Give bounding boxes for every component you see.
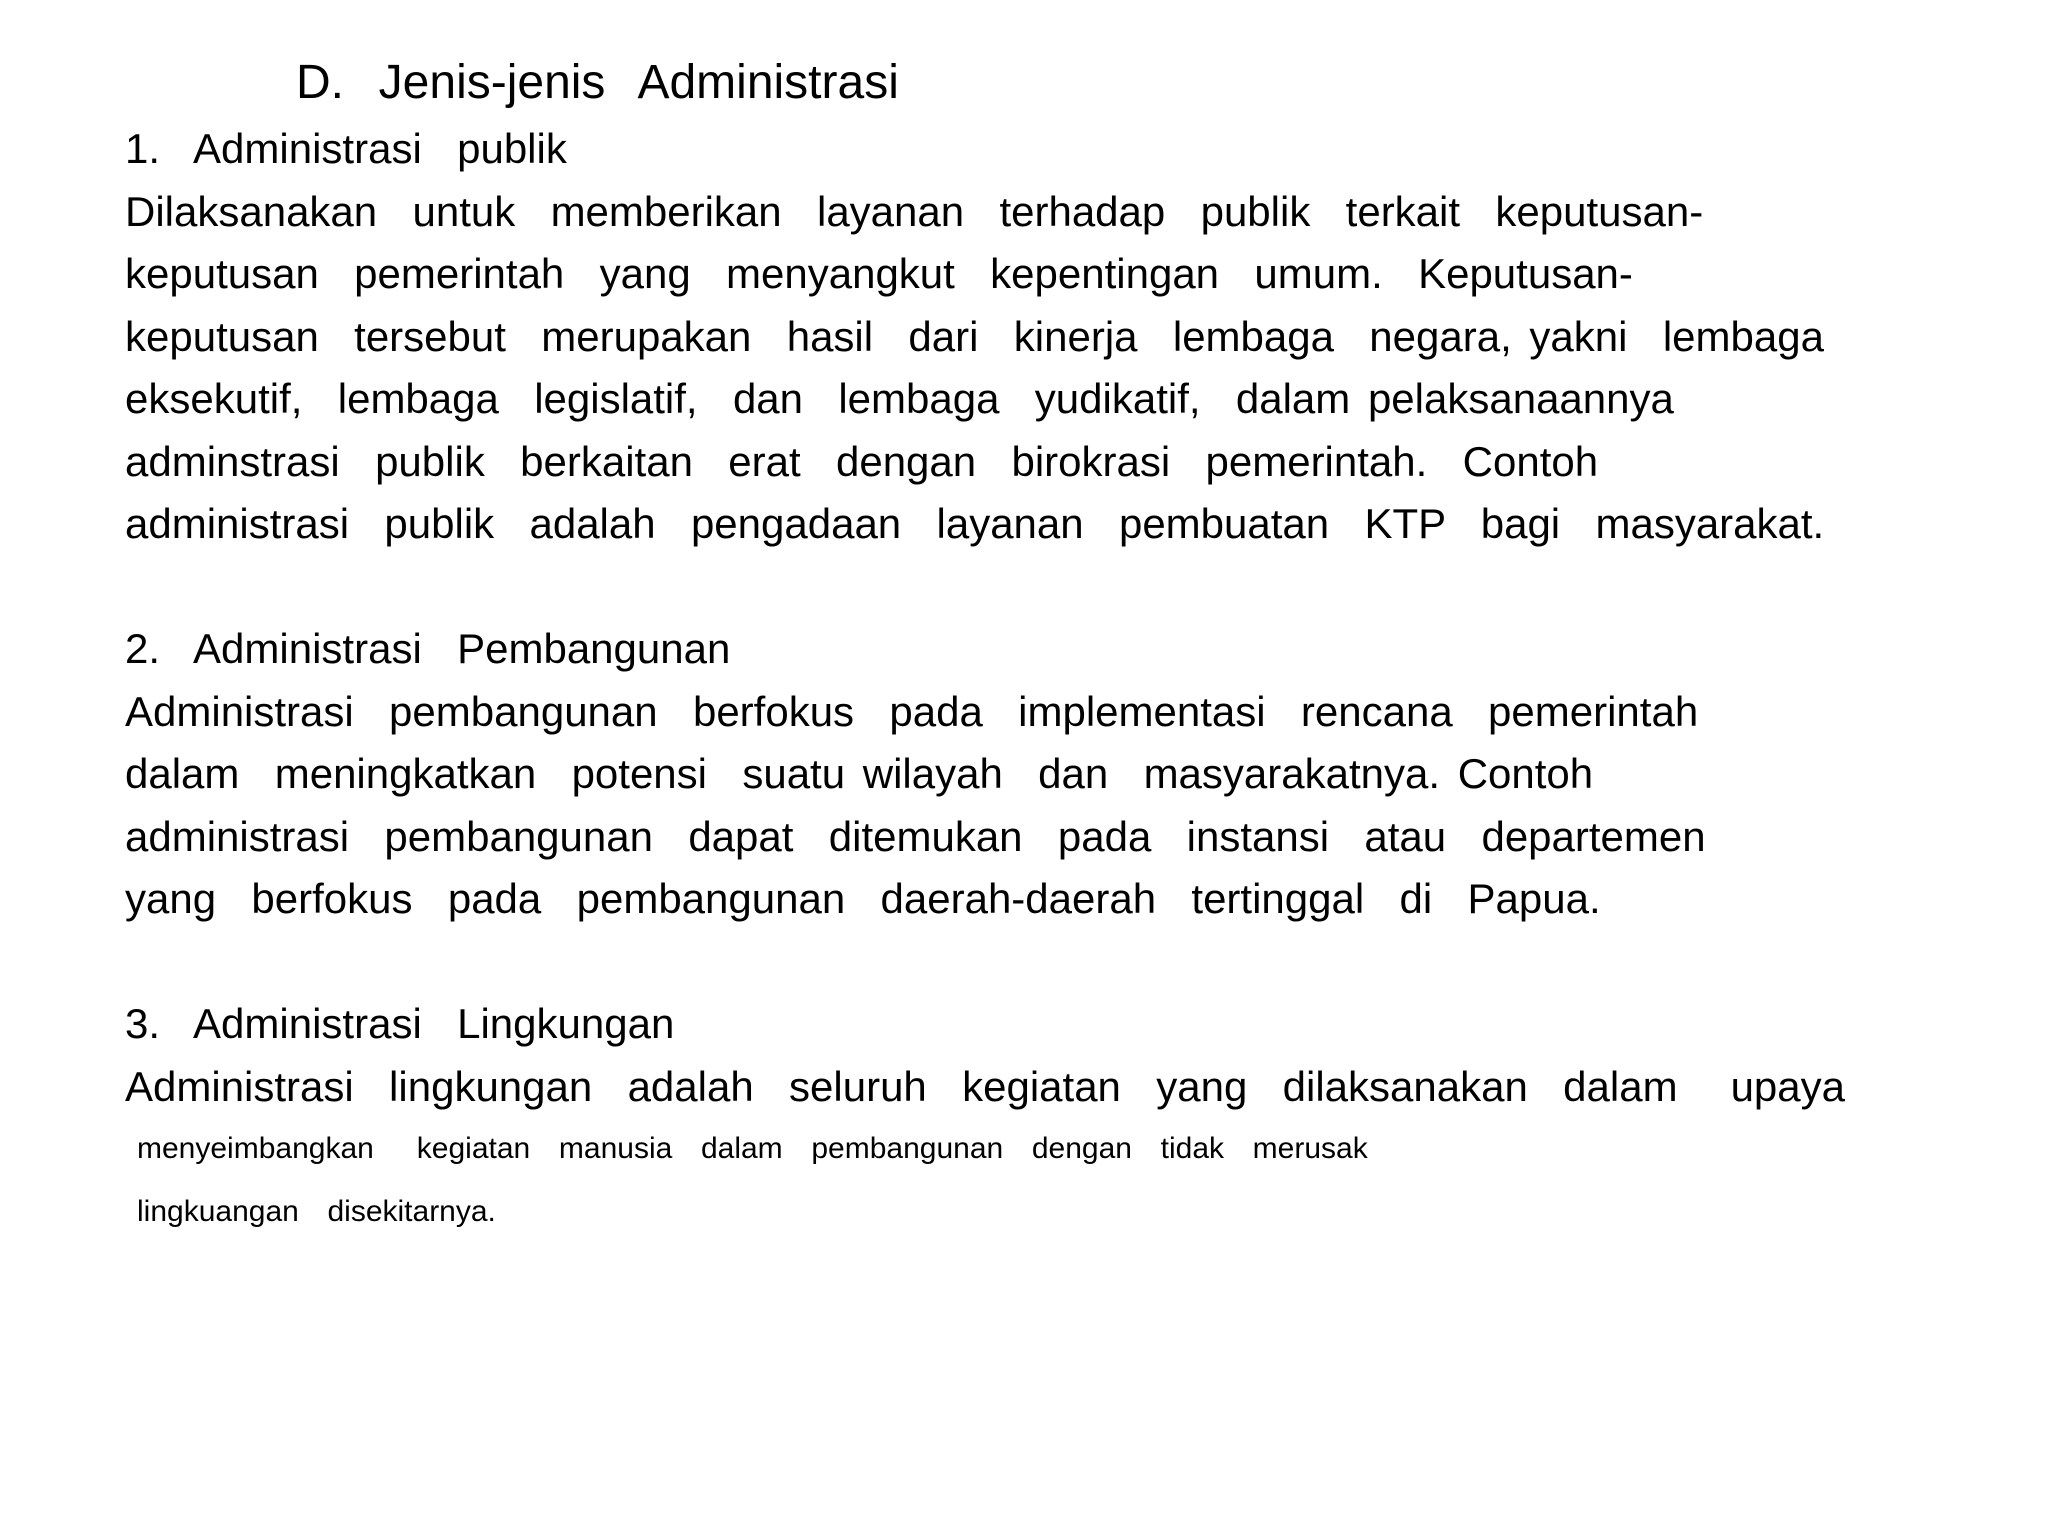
paragraph-line: keputusan pemerintah yang menyangkut kepentingan umum. Keputusan-	[125, 250, 1633, 297]
section-heading-administrasi-lingkungan: 3. Administrasi Lingkungan	[125, 1000, 675, 1047]
paragraph-line: lingkuangan disekitarnya.	[137, 1194, 496, 1228]
paragraph-line: Dilaksanakan untuk memberikan layanan terhadap publik terkait keputusan-	[125, 187, 1704, 235]
paragraph-line: yang berfokus pada pembangunan daerah-daerah tertinggal di Papua.	[125, 875, 1601, 922]
paragraph-line: dalam meningkatkan potensi suatu wilayah dan masyarakatnya. Contoh	[125, 750, 1594, 797]
paragraph-line: keputusan tersebut merupakan hasil dari kinerja lembaga negara, yakni lembaga	[125, 312, 1824, 360]
section-heading-administrasi-publik: 1. Administrasi publik	[125, 125, 567, 172]
section-heading-administrasi-pembangunan: 2. Administrasi Pembangunan	[125, 625, 731, 672]
paragraph-line: Administrasi pembangunan berfokus pada implementasi rencana pemerintah	[125, 687, 1699, 735]
paragraph-line: menyeimbangkan kegiatan manusia dalam pembangunan dengan tidak merusak	[137, 1132, 1368, 1165]
section-spacer	[125, 556, 1945, 619]
paragraph-line: adminstrasi publik berkaitan erat dengan birokrasi pemerintah. Contoh	[125, 437, 1599, 485]
paragraph-line: administrasi pembangunan dapat ditemukan pada instansi atau departemen	[125, 812, 1706, 860]
section-spacer	[125, 931, 1945, 994]
slide-body	[125, 118, 1945, 1243]
paragraph-line: Administrasi lingkungan adalah seluruh kegiatan yang dilaksanakan dalam upaya	[125, 1062, 1846, 1110]
paragraph-line: eksekutif, lembaga legislatif, dan lembaga yudikatif, dalam pelaksanaannya	[125, 375, 1674, 422]
slide-title: D. Jenis-jenis Administrasi	[296, 56, 899, 109]
paragraph-line: administrasi publik adalah pengadaan layanan pembuatan KTP bagi masyarakat.	[125, 500, 1825, 547]
